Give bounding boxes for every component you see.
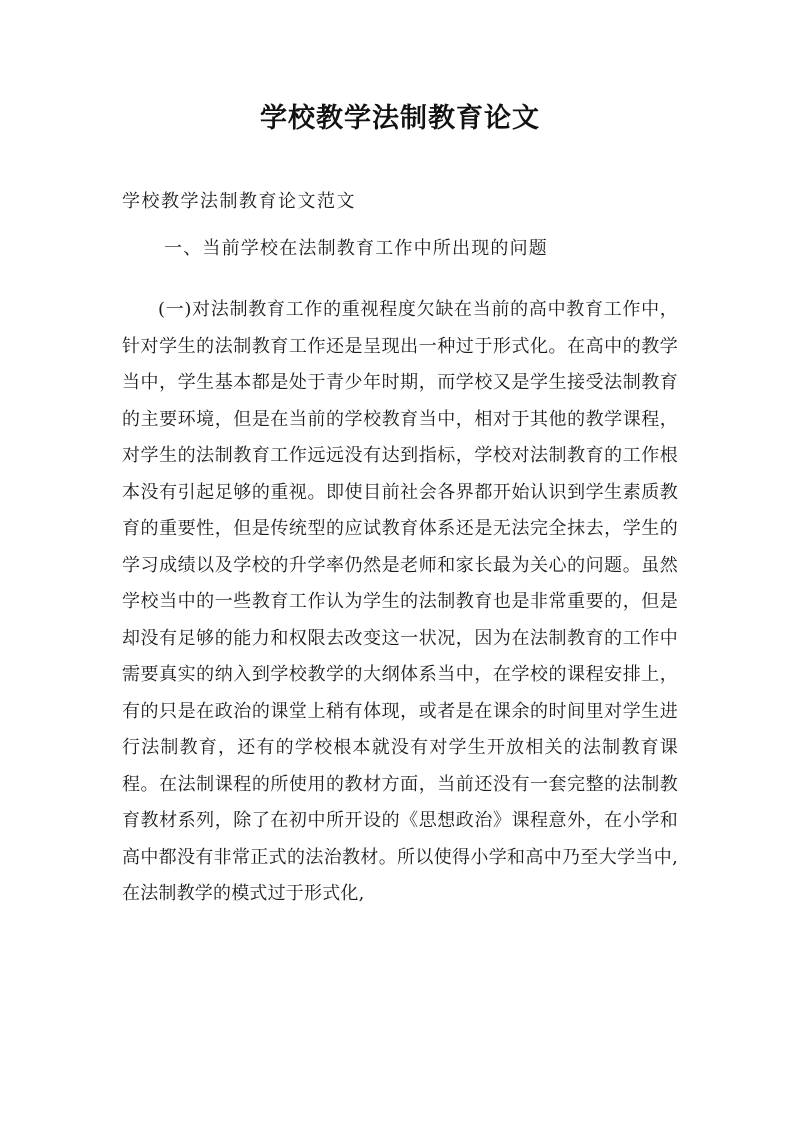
section-heading: 一、当前学校在法制教育工作中所出现的问题 xyxy=(164,238,548,259)
document-subtitle: 学校教学法制教育论文范文 xyxy=(122,191,356,212)
body-paragraph: (一)对法制教育工作的重视程度欠缺在当前的高中教育工作中，针对学生的法制教育工作还是呈现出一种过于形式化。在高中的教学当中，学生基本都是处于青少年时期，而学校又是学生接受法制教育的主要环境，但是在当前的学校教育当中，相对于其他的教学课程，对学生的法制教育工作远远没有达到指标，学校对法制教育的工作根本没有引起足够的重视。即使目前社会各界都开始认识到学生素质教育的重要性，但是传统型的应试教育体系还是无法完全抹去，学生的学习成绩以及学校的升学率仍然是老师和家长最为关心的问题。虽然学校当中的一些教育工作认为学生的法制教育也是非常重要的，但是却没有足够的能力和权限去改变这一状况，因为在法制教育的工作中需要真实的纳入到学校教学的大纲体系当中，在学校的课程安排上，有的只是在政治的课堂上稍有体现，或者是在课余的时间里对学生进行法制教育，还有的学校根本就没有对学生开放相关的法制教育课程。在法制课程的所使用的教材方面，当前还没有一套完整的法制教育教材系列，除了在初中所开设的《思想政治》课程意外，在小学和高中都没有非常正式的法治教材。所以使得小学和高中乃至大学当中,在法制教学的模式过于形式化, xyxy=(122,299,678,904)
document-title: 学校教学法制教育论文 xyxy=(260,103,540,134)
